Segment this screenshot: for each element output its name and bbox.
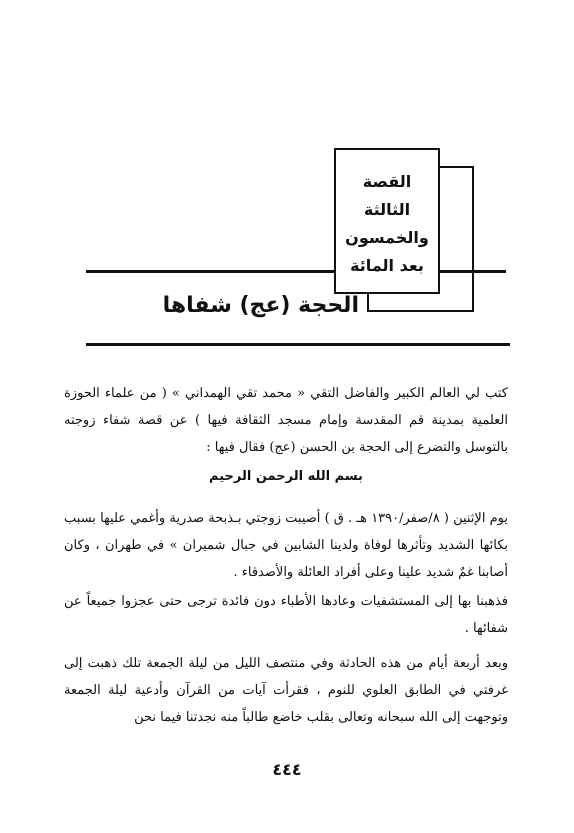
header-box-line-4: بعد المائة	[350, 256, 424, 275]
paragraph-2: يوم الإثنين ( ٨/صفر/١٣٩٠ هـ . ق ) أصيبت زوجتي بـذبحة صدرية وأغمي عليها بسبب بكائها الشديد وتأثرها لوفاة ولدينا الشابين في جبال شميران » في طهران ، وكان أصابنا غمٌ شديد علينا وعلى أفراد العائلة والأصدقاء .	[64, 511, 508, 580]
paragraph-4: وبعد أربعة أيام من هذه الحادثة وفي منتصف الليل من ليلة الجمعة تلك ذهبت إلى غرفتي في الطابق العلوي للنوم ، فقرأت آيات من القرآن وأدعية ليلة الجمعة وتوجهت إلى الله سبحانه وتعالى بقلب خاضع طالباً منه نجدتنا فيما نحن	[64, 656, 508, 725]
bottom-rule	[86, 343, 510, 346]
header-box-line-3: والخمسون	[345, 228, 429, 247]
top-rule-left	[86, 270, 334, 273]
page-number: ٤٤٤	[272, 760, 302, 779]
header-box	[334, 148, 440, 294]
paragraph-intro: كتب لي العالم الكبير والفاضل التقي « محمد تقي الهمداني » ( من علماء الحوزة العلمية بمدينة قم المقدسة وإمام مسجد الثقافة فيها ) عن قصة شفاء زوجته بالتوسل والتضرع إلى الحجة بن الحسن (عج) فقال فيها :	[64, 386, 508, 455]
header-box-line-2: الثالثة	[363, 200, 411, 219]
top-rule-right	[438, 270, 506, 273]
basmala: بسم الله الرحمن الرحيم	[209, 469, 363, 484]
header-box-line-1: القصة	[362, 172, 412, 191]
chapter-title: الحجة (عج) شفاها	[162, 293, 359, 318]
paragraph-3: فذهبنا بها إلى المستشفيات وعادها الأطباء دون فائدة ترجى حتى عجزوا جميعاً عن شفائها .	[64, 594, 508, 636]
